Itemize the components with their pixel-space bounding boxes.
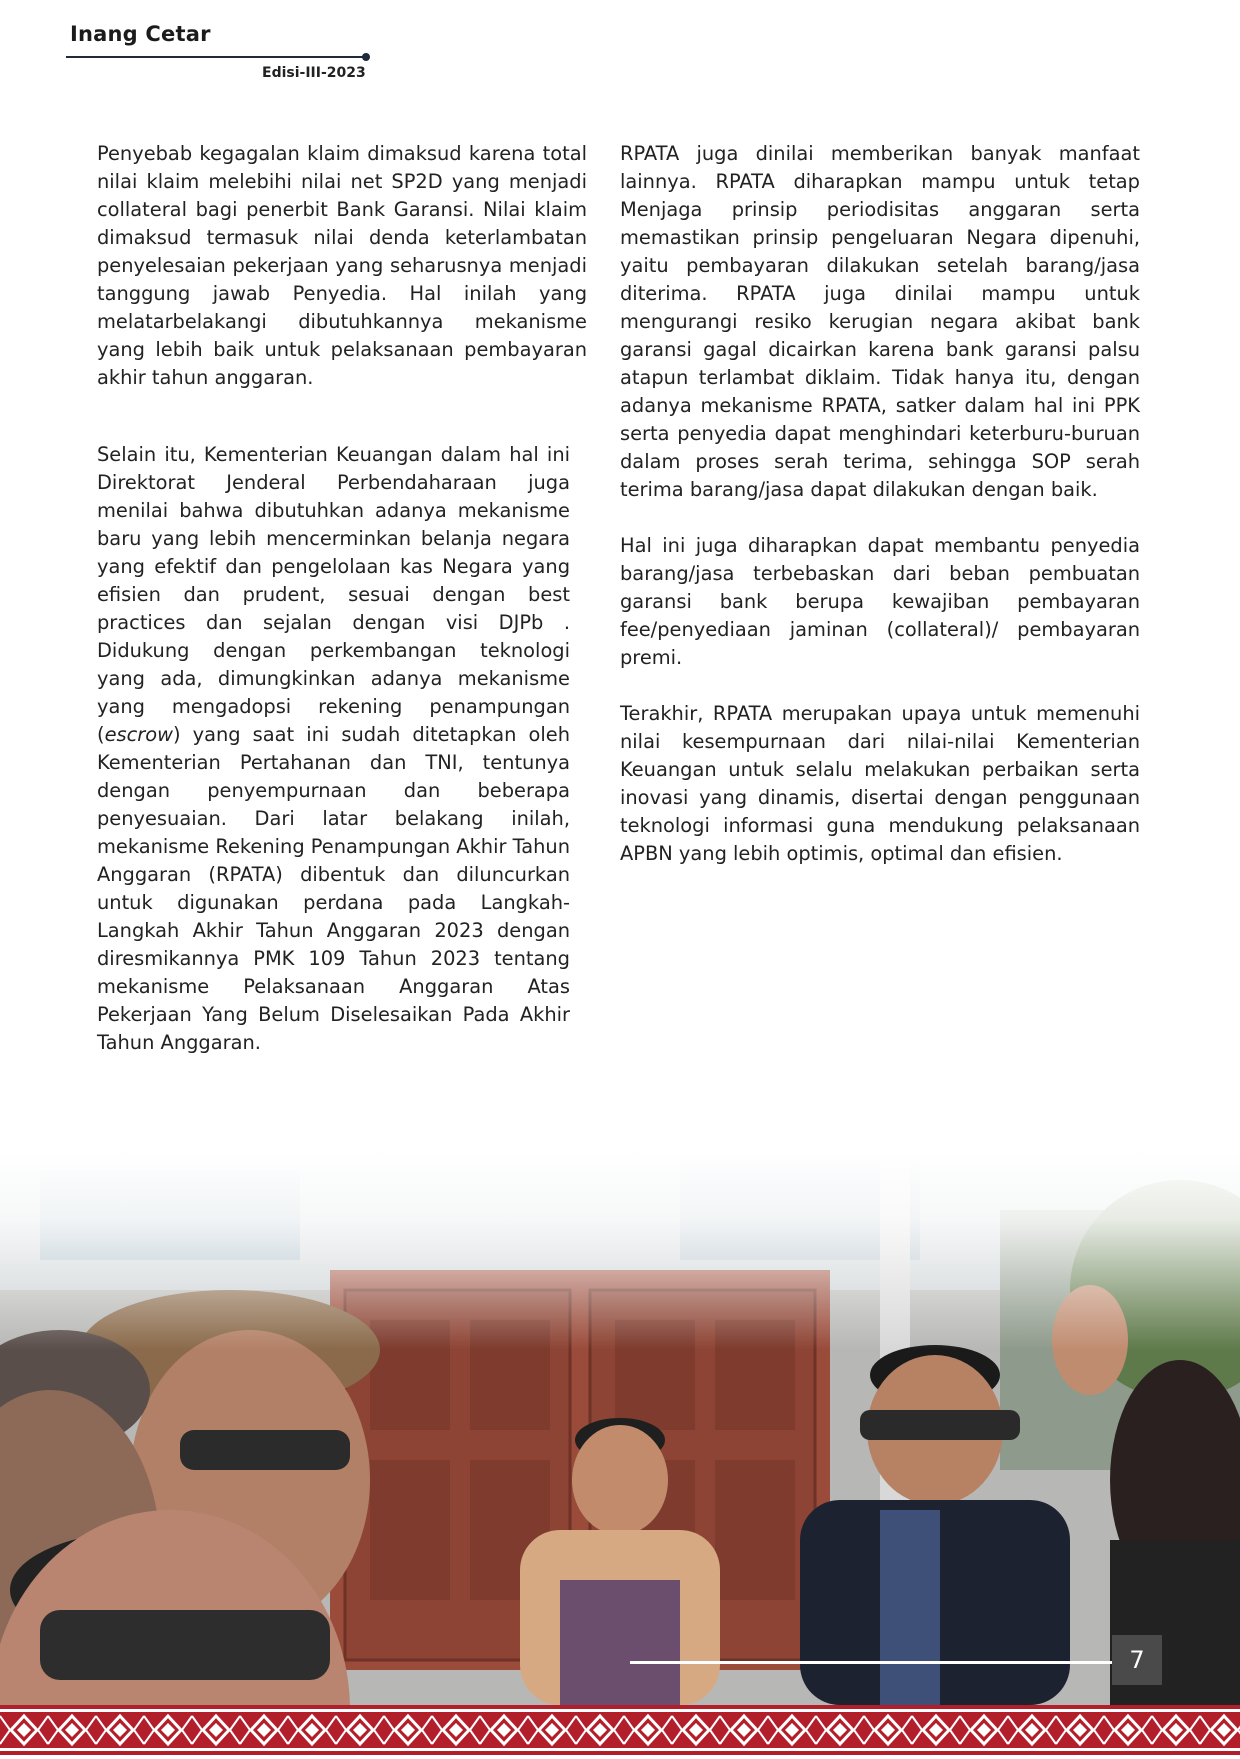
- paragraph: Penyebab kegagalan klaim dimaksud karena total nilai klaim melebihi nilai net SP2D yang menjadi collateral bagi penerbit Bank Garansi. Nilai klaim dimaksud termasuk nilai denda keterlambatan penyelesaian pekerjaan yang seharusnya menjadi tanggung jawab Penyedia. Hal inilah yang melatarbelakangi dibutuhkannya mekanisme yang lebih baik untuk pelaksanaan pembayaran akhir tahun anggaran.: [97, 142, 587, 389]
- paragraph-closing: Terakhir, RPATA merupakan upaya untuk memenuhi nilai kesempurnaan dari nilai-nilai Kementerian Keuangan untuk selalu melakukan perbaikan serta inovasi yang dinamis, disertai dengan penggunaan teknologi informasi guna mendukung pelaksanaan APBN yang lebih optimis, optimal dan efisien.: [620, 702, 1140, 865]
- right-column: [620, 140, 1140, 868]
- page-number-rule: [630, 1661, 1112, 1664]
- escrow-term: escrow: [104, 723, 173, 746]
- left-column-paragraph-1: [97, 140, 587, 392]
- left-column-paragraph-2: [97, 441, 570, 1057]
- photo-fade-overlay: [0, 1150, 1240, 1350]
- edition-label: Edisi-III-2023: [262, 65, 366, 81]
- header-rule-dot: [362, 53, 370, 61]
- page-number: 7: [1112, 1635, 1162, 1685]
- paragraph-provider: Hal ini juga diharapkan dapat membantu penyedia barang/jasa terbebaskan dari beban pembuatan garansi bank berupa kewajiban pembayaran fee/penyediaan jaminan (collateral)/ pembayaran premi.: [620, 534, 1140, 669]
- paragraph-benefits: RPATA juga dinilai memberikan banyak manfaat lainnya. RPATA diharapkan mampu untuk tetap Menjaga prinsip periodisitas anggaran serta memastikan prinsip pengeluaran Negara dipenuhi, yaitu pembayaran dilakukan setelah barang/jasa diterima. RPATA juga dinilai mampu untuk mengurangi resiko kerugian negara akibat bank garansi gagal dicairkan karena bank garansi palsu atapun terlambat diklaim. Tidak hanya itu, dengan adanya mekanisme RPATA, satker dalam hal ini PPK serta penyedia dapat menghindari keterburu-buruan dalam proses serah terima, sehingga SOP serah terima barang/jasa dapat dilakukan dengan baik.: [620, 142, 1140, 501]
- header-rule: [66, 56, 366, 58]
- event-photo: [0, 1150, 1240, 1705]
- paragraph: [97, 441, 570, 1057]
- songket-ornament-band: [0, 1705, 1240, 1755]
- magazine-title: Inang Cetar: [70, 22, 211, 46]
- paragraph-text: Selain itu, Kementerian Keuangan dalam hal ini Direktorat Jenderal Perbendaharaan juga menilai bahwa dibutuhkan adanya mekanisme baru yang lebih mencerminkan belanja negara yang efektif dan pengelolaan kas Negara yang efisien dan prudent, sesuai dengan best practices dan sejalan dengan visi DJPb . Didukung dengan perkembangan teknologi yang ada, dimungkinkan adanya mekanisme yang mengadopsi rekening penampungan (: [97, 443, 570, 746]
- paragraph-text: ) yang saat ini sudah ditetapkan oleh Kementerian Pertahanan dan TNI, tentunya dengan penyempurnaan dan beberapa penyesuaian. Dari latar belakang inilah, mekanisme Rekening Penampungan Akhir Tahun Anggaran (RPATA) dibentuk dan diluncurkan untuk digunakan perdana pada Langkah-Langkah Akhir Tahun Anggaran 2023 dengan diresmikannya PMK 109 Tahun 2023 tentang mekanisme Pelaksanaan Anggaran Atas Pekerjaan Yang Belum Diselesaikan Pada Akhir Tahun Anggaran.: [97, 723, 571, 1054]
